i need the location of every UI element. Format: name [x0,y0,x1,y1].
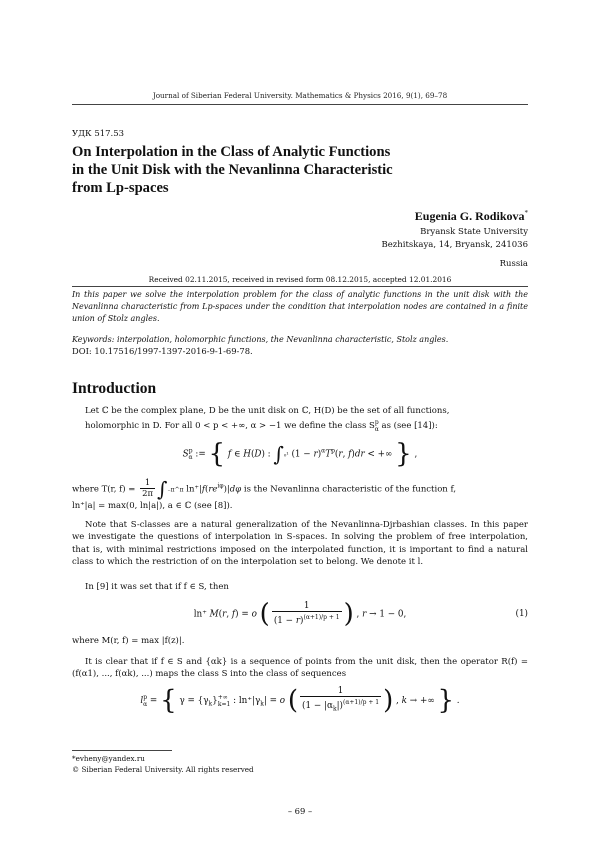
intro-p2-line1: where T(r, f) = $\frac{1}{2\pi}$ ∫₋π^π $\ln^+|f(re^{i\varphi})|d\varphi$ is the Nevanlinna characteristic of the function f, [72,476,457,501]
footnote-email: *evheny@yandex.ru [72,754,145,763]
header-rule [72,104,528,105]
intro-p1-line1: Let ℂ be the complex plane, D be the unit disk on ℂ, H(D) be the set of all functions, [85,406,450,416]
intro-paragraph-1 [72,405,528,436]
equation-1-number: (1) [515,609,528,619]
definition-formula: $S^p_\alpha$ := { f ∈ H(D) : ∫₀¹ $(1 - r)^\alpha T^p(r$, f)dr < +∞ } , [182,439,418,469]
keywords-label: Keywords: [72,335,115,344]
intro-paragraph-6: It is clear that if f ∈ S and {αk} is a sequence of points from the unit disk, then the operator R(f) = (f(α1), ..., f(αk), ...) maps the class S into the class of sequences [72,657,528,680]
author-address: Bezhitskaya, 14, Bryansk, 241036 [381,240,528,250]
author-block [382,206,528,271]
intro-paragraph-5: where M(r, f) = max |f(z)|. [72,636,185,646]
title-line-2: in the Unit Disk with the Nevanlinna Characteristic [72,162,393,178]
keywords [72,334,528,346]
author-name: Eugenia G. Rodikova* [414,209,528,223]
intro-paragraph-4: In [9] it was set that if f ∈ S, then [85,582,229,592]
author-affiliation: Bryansk State University [420,227,528,237]
author-country: Russia [499,259,528,269]
abstract: In this paper we solve the interpolation problem for the class of analytic functions in the unit disk with the Nevanlinna characteristic from Lp-spaces under the condition that interpolation nodes are contained in a finite union of Stolz angles. [72,290,528,324]
title-line-1: On Interpolation in the Class of Analytic Functions [72,144,391,160]
keywords-list: interpolation, holomorphic functions, the Nevanlinna characteristic, Stolz angles. [116,335,449,344]
title-line-3: from Lp-spaces [72,180,169,196]
intro-p2-line2: ln⁺|a| = max(0, ln|a|), a ∈ ℂ (see [8]). [72,501,233,511]
author-footnote-mark: * [524,209,528,217]
doi: DOI: 10.17516/1997-1397-2016-9-1-69-78. [72,346,253,356]
footnote-rule [72,750,172,751]
received-rule [72,286,528,287]
equation-1: ln⁺ M(r, f) = o ( $\frac{1}{(1 - r)^{(\alpha+1)/p + 1}}$ ) , r → 1 − 0, [193,599,407,629]
footnote-copyright: © Siberian Federal University. All rights reserved [72,765,254,774]
running-head: Journal of Siberian Federal University. Mathematics & Physics 2016, 9(1), 69–78 [152,91,448,100]
intro-paragraph-2 [72,478,528,512]
paper-page [72,0,528,849]
sequence-class-formula: $l^p_\alpha$ = { $\gamma = \{\gamma_k\}^{+\infty}_{k=1}$ : $\ln^+|\gamma_k| = o$ ( $\frac{1}{(1 - |\alpha_k|)^{(\alpha+1)/p + 1}}$ ) , k → +∞ } . [140,685,460,716]
udc-code: УДК 517.53 [72,129,125,139]
received-dates: Received 02.11.2015, received in revised form 08.12.2015, accepted 12.01.2016 [148,275,452,284]
intro-paragraph-3: Note that S-classes are a natural generalization of the Nevanlinna-Djrbashian classes. In this paper we investigate the questions of interpolation in S-spaces. In solving the problem of free interpolation, that is, with minimal restrictions imposed on the interpolated function, it is important to find a natural class to which the restriction of on the interpolation set to belong. We denote it l. [72,520,528,568]
section-title: Introduction [72,380,157,397]
page-number: – 69 – [287,806,313,816]
intro-p1-line2: holomorphic in D. For all 0 < p < +∞, α > −1 we define the class $S^p_\alpha$ as (see [14]): [85,419,438,433]
paper-title [72,143,512,197]
